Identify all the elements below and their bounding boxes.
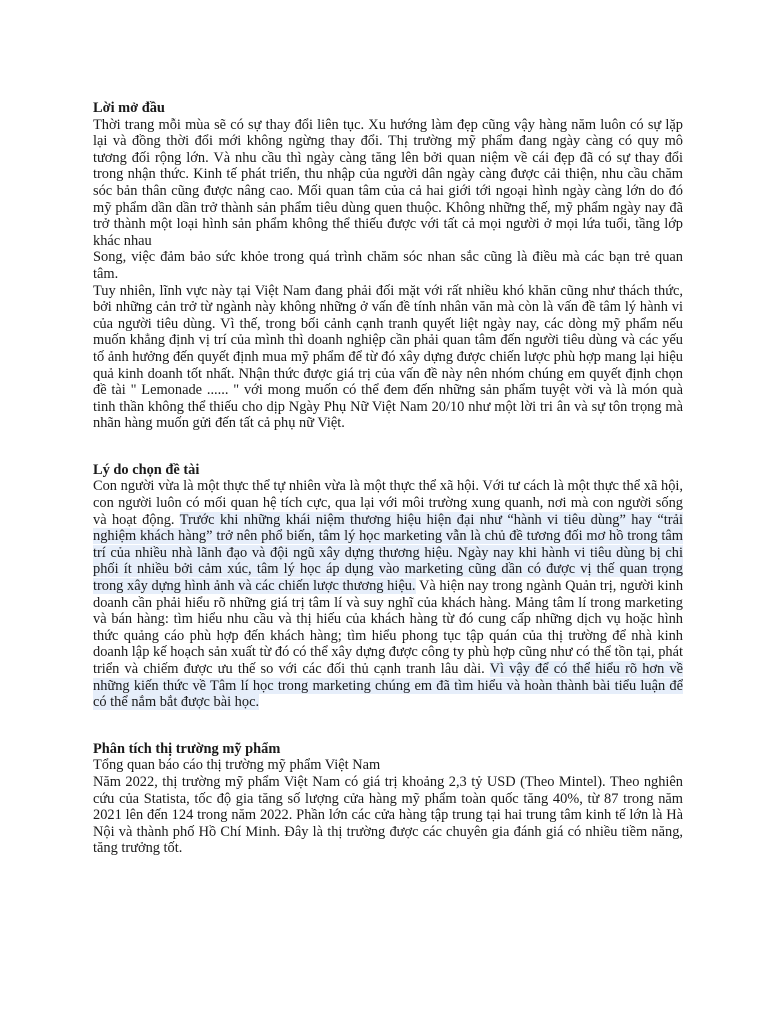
reason-paragraph — [93, 478, 683, 710]
intro-heading: Lời mở đầu — [93, 100, 165, 116]
intro-paragraph-3: Tuy nhiên, lĩnh vực này tại Việt Nam đang phải đối mặt với rất nhiều khó khăn cũng như thách thức, bởi những cản trở từ ngành này không những ở vấn đề tính nhân văn mà còn là vấn đề tâm lý hành vi của người tiêu dùng. Vì thế, trong bối cảnh cạnh tranh quyết liệt ngày nay, các dòng mỹ phẩm nếu muốn khẳng định vị trí của mình thì doanh nghiệp cần phải quan tâm đến người tiêu dùng và các yếu tố ảnh hưởng đến quyết định mua mỹ phẩm để từ đó xây dựng được chiến lược phù hợp mang lại hiệu quả kinh doanh tốt nhất. Nhận thức được giá trị của vấn đề này nên nhóm chúng em quyết định chọn đề tài " Lemonade ...... " với mong muốn có thể đem đến những sản phẩm tuyệt vời và là món quà tinh thần không thể thiếu cho dịp Ngày Phụ Nữ Việt Nam 20/10 như một lời tri ân và sự tôn trọng mà nhãn hàng muốn gửi đến tất cả phụ nữ Việt. — [93, 282, 683, 432]
market-subheading: Tổng quan báo cáo thị trường mỹ phẩm Việt Nam — [93, 757, 381, 774]
document-page — [93, 100, 683, 857]
reason-heading: Lý do chọn đề tài — [93, 461, 200, 478]
section-intro — [93, 100, 683, 432]
section-reason — [93, 462, 683, 711]
market-paragraph: Năm 2022, thị trường mỹ phẩm Việt Nam có giá trị khoảng 2,3 tỷ USD (Theo Mintel). Theo nghiên cứu của Statista, tốc độ gia tăng số lượng cửa hàng mỹ phẩm toàn quốc tăng 40%, từ 87 trong năm 2021 lên đến 124 trong năm 2022. Phần lớn các cửa hàng tập trung tại hai trung tâm kinh tế lớn là Hà Nội và thành phố Hồ Chí Minh. Đây là thị trường được các chuyên gia đánh giá có nhiều tiềm năng, tăng trưởng tốt. — [93, 773, 683, 857]
reason-text-highlight-1: Trước khi những khái niệm thương hiệu hiện đại như “hành vi tiêu dùng” hay “trải nghiệm khách hàng” trở nên phổ biến, tâm lý học marketing vẫn là chủ đề tương đối mơ hồ trong tâm trí của nhiều nhà lãnh đạo và đội ngũ xây dựng thương hiệu. Ngày nay khi hành vi tiêu dùng bị chi phối ít nhiều bởi cảm xúc, tâm lý học áp dụng vào marketing cũng dần có được vị thế quan trọng trong xây dựng hình ảnh và các chiến lược thương hiệu. — [93, 511, 683, 595]
reason-text-2: Và hiện nay trong ngành Quản trị, người kinh doanh cần phải hiểu rõ những giá trị tâm lí và suy nghĩ của khách hàng. Mảng tâm lí trong marketing và bán hàng: tìm hiểu nhu cầu và thị hiếu của khách hàng từ đó cung cấp những dịch vụ hoặc hình thức quảng cáo phù hợp đến khách hàng; tìm hiểu phong tục tập quán của thị trường để nhà kinh doanh lập kế hoạch sản xuất từ đó có thể xây dựng được công ty phù hợp cũng như có thể tồn tại, phát triển và chiếm được ưu thế so với các đối thủ cạnh tranh lâu dài. — [93, 578, 684, 677]
reason-text-1: Con người vừa là một thực thể tự nhiên vừa là một thực thể xã hội. Với tư cách là một thực thể xã hội, con người luôn có mối quan hệ tích cực, qua lại với môi trường xung quanh, nơi mà con người sống và hoạt động. — [93, 478, 683, 528]
market-heading: Phân tích thị trường mỹ phẩm — [93, 740, 281, 757]
reason-text-highlight-2: Vì vậy để có thể hiểu rõ hơn về những kiến thức về Tâm lí học trong marketing chúng em đã tìm hiểu và hoàn thành bài tiểu luận để có thể nắm bắt được bài học. — [93, 661, 683, 711]
intro-paragraph-1: Thời trang mỗi mùa sẽ có sự thay đổi liên tục. Xu hướng làm đẹp cũng vậy hàng năm luôn có sự lặp lại và đồng thời đổi mới không ngừng thay đổi. Thị trường mỹ phẩm đang ngày càng có quy mô tương đối rộng lớn. Và nhu cầu thì ngày càng tăng lên bởi quan niệm về cái đẹp đã có sự thay đổi trong nhận thức. Kinh tế phát triển, thu nhập của người dân ngày càng được cải thiện, nhu cầu chăm sóc bản thân cũng được nâng cao. Mối quan tâm của cả hai giới tới ngoại hình ngày càng lớn do đó mỹ phẩm dần dần trở thành sản phẩm tiêu dùng quen thuộc. Không những thế, mỹ phẩm ngày nay đã trở thành một loại hình sản phẩm không thể thiếu được với tất cả mọi người ở mọi lứa tuổi, tầng lớp khác nhau — [93, 116, 683, 249]
intro-paragraph-2: Song, việc đảm bảo sức khỏe trong quá trình chăm sóc nhan sắc cũng là điều mà các bạn trẻ quan tâm. — [93, 249, 683, 282]
section-market — [93, 741, 683, 857]
